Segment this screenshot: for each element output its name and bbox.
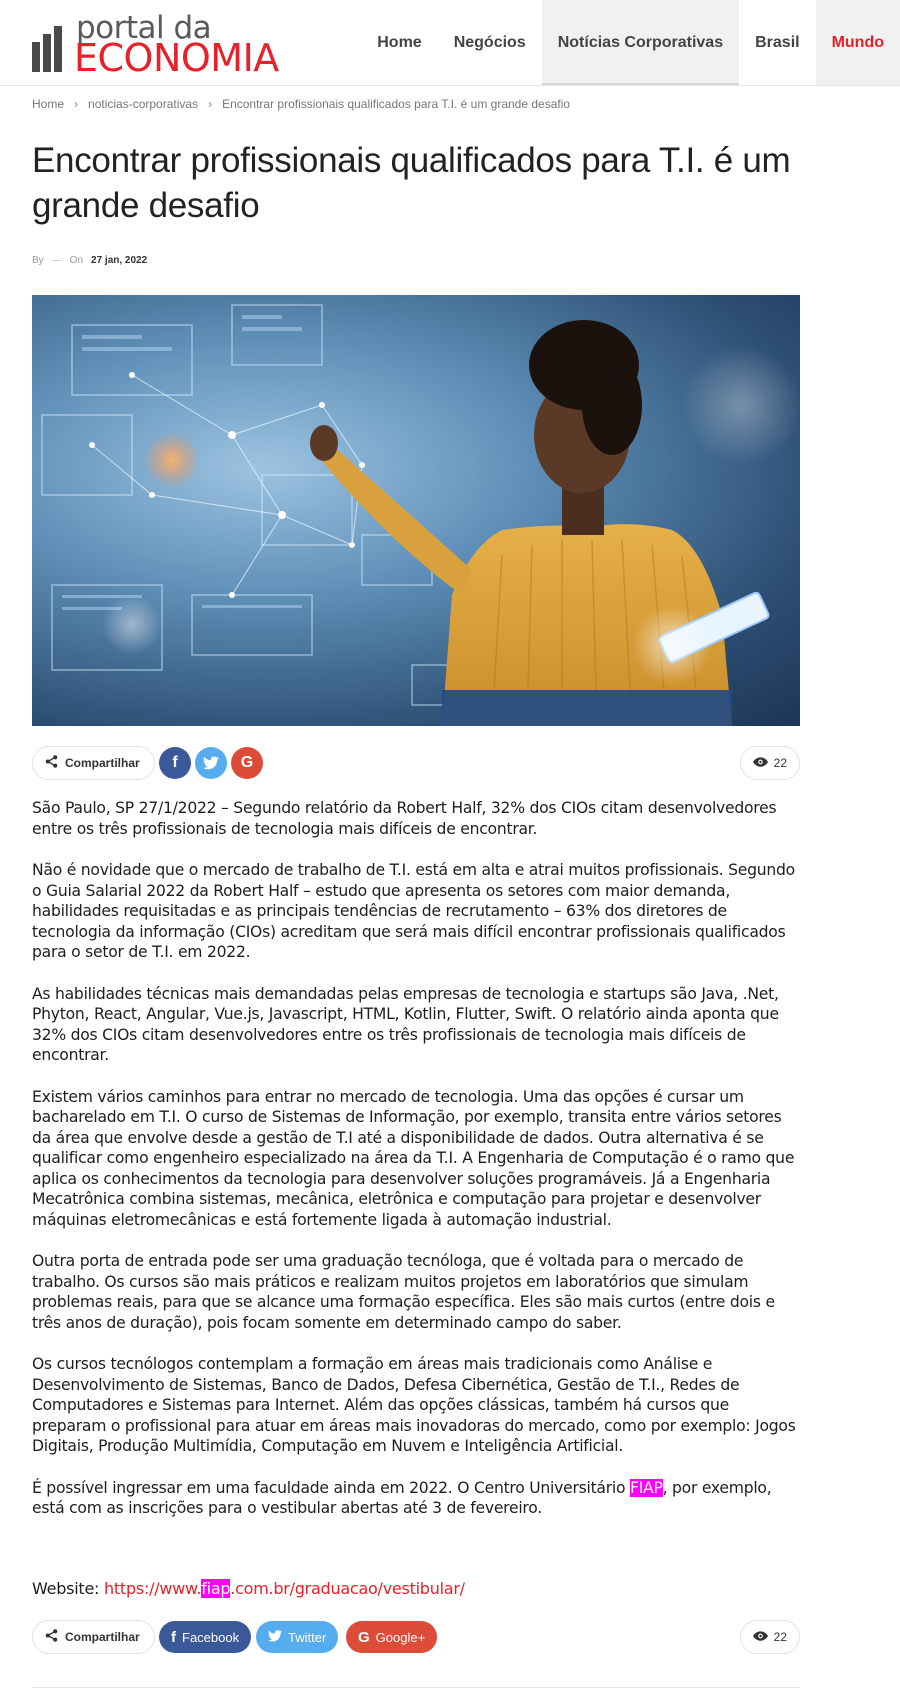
article-paragraph: Os cursos tecnólogos contemplam a formação em áreas mais tradicionais como Análise e Desenvolvimento de Sistemas, Banco de Dados, Defesa Cibernética, Gestão de T.I., Redes de Computadores e Sistemas para Internet. Além das opções clássicas, também há cursos que preparam o profissional para atuar em áreas mais inovadoras do mercado, como por exemplo: Jogos Digitais, Produção Multimídia, Computação em Nuvem e Inteligência Artificial. <box>32 1355 796 1455</box>
share-icon <box>45 1629 58 1645</box>
nav-mundo[interactable]: Mundo <box>816 0 900 85</box>
article-paragraph: As habilidades técnicas mais demandadas pelas empresas de tecnologia e startups são Java, .Net, Phyton, React, Angular, Vue.js, Javascript, HTML, Kotlin, Flutter, Swift. O relatório ainda aponta que 32% dos CIOs citam desenvolvedores entre os três profissionais de tecnologia mais difíceis de encontrar. <box>32 984 779 1064</box>
meta-by-label: By <box>32 255 44 266</box>
facebook-label: Facebook <box>182 1629 240 1645</box>
breadcrumb-home[interactable]: Home <box>32 97 65 111</box>
logo-bars-icon <box>32 26 72 72</box>
website-label: Website: <box>32 1579 105 1598</box>
featured-image <box>32 295 800 726</box>
views-count: 22 <box>773 1630 787 1644</box>
article-paragraph: Existem vários caminhos para entrar no mercado de tecnologia. Uma das opções é cursar um bacharelado em T.I. O curso de Sistemas de Informação, por exemplo, transita entre vários setores da área que envolve desde a gestão de T.I até a disponibilidade de dados. Outra alternativa é se qualificar como engenheiro especializado na área da T.I. A Engenharia de Computação é o ramo que aplica os conhecimentos da tecnologia para desenvolver soluções programáveis. Já a Engenharia Mecatrônica combina sistemas, mecânica, eletrônica e computação para projetar e desenvolver máquinas eletromecânicas e está fortemente ligada à automação industrial. <box>32 1087 795 1229</box>
google-plus-icon: G <box>358 1628 370 1646</box>
google-plus-icon[interactable]: G <box>231 747 263 779</box>
google-plus-share-button[interactable] <box>346 1621 437 1653</box>
article-paragraph: Não é novidade que o mercado de trabalho de T.I. está em alta e atrai muitos profissionais. Segundo o Guia Salarial 2022 da Robert Half – estudo que apresenta os setores com maior demanda, habilidades requisitadas e as principais tendências de recrutamento – 63% dos diretores de tecnologia da informação (CIOs) acreditam que será mais difícil encontrar profissionais qualificados para o setor de T.I. em 2022. <box>32 861 795 961</box>
chevron-right-icon: › <box>208 97 213 111</box>
post-date: 27 jan, 2022 <box>91 255 148 266</box>
article-paragraph-last <box>32 1478 802 1519</box>
chevron-right-icon: › <box>74 97 79 111</box>
main-nav <box>361 0 900 85</box>
nav-brasil[interactable]: Brasil <box>755 33 800 51</box>
breadcrumb-category[interactable]: noticias-corporativas <box>88 97 199 111</box>
twitter-label: Twitter <box>288 1629 327 1645</box>
share-label: Compartilhar <box>65 1630 140 1644</box>
website-link[interactable]: https://www.fiap.com.br/graduacao/vestibular/ <box>104 1579 465 1598</box>
meta-author[interactable]: — <box>51 255 62 266</box>
views-counter <box>740 746 800 780</box>
text-fragment: , por exemplo, está com as inscrições para o vestibular abertas até 3 de fevereiro. <box>32 1478 772 1517</box>
share-button[interactable] <box>32 1620 155 1654</box>
nav-noticias-corporativas[interactable]: Notícias Corporativas <box>542 0 739 85</box>
twitter-icon[interactable] <box>195 747 227 779</box>
nav-home[interactable]: Home <box>377 33 422 51</box>
share-icon <box>45 755 58 771</box>
text-fragment: É possível ingressar em uma faculdade ainda em 2022. O Centro Universitário <box>32 1478 630 1497</box>
twitter-icon <box>268 1630 282 1645</box>
views-counter <box>740 1620 800 1654</box>
eye-icon <box>753 1630 768 1644</box>
post-meta <box>32 255 147 266</box>
divider <box>32 1687 800 1688</box>
highlighted-term: FIAP <box>629 1478 663 1497</box>
meta-on-label: On <box>69 255 84 266</box>
breadcrumb-current: Encontrar profissionais qualificados para T.I. é um grande desafio <box>222 97 571 111</box>
nav-negocios[interactable]: Negócios <box>453 33 526 51</box>
share-button[interactable] <box>32 746 155 780</box>
logo-text-top: portal da <box>76 10 212 46</box>
website-line <box>32 1579 465 1598</box>
highlighted-term: fiap <box>201 1579 231 1598</box>
logo-text-bottom: ECONOMIA <box>74 36 279 80</box>
facebook-share-button[interactable] <box>159 1621 251 1653</box>
facebook-icon: f <box>171 1628 176 1646</box>
twitter-share-button[interactable] <box>256 1621 338 1653</box>
facebook-icon[interactable]: f <box>159 747 191 779</box>
site-header <box>0 0 900 86</box>
views-count: 22 <box>773 756 787 770</box>
site-logo[interactable] <box>32 10 302 80</box>
article-body <box>32 798 802 1540</box>
eye-icon <box>753 756 768 770</box>
google-plus-label: Google+ <box>375 1629 426 1645</box>
share-label: Compartilhar <box>65 756 140 770</box>
breadcrumb <box>32 97 570 111</box>
page-title: Encontrar profissionais qualificados para T.I. é um grande desafio <box>32 141 791 225</box>
share-bar-bottom <box>32 1620 800 1654</box>
article-paragraph: São Paulo, SP 27/1/2022 – Segundo relatório da Robert Half, 32% dos CIOs citam desenvolvedores entre os três profissionais de tecnologia mais difíceis de encontrar. <box>32 799 777 838</box>
share-bar-top <box>32 746 800 780</box>
article-paragraph: Outra porta de entrada pode ser uma graduação tecnóloga, que é voltada para o mercado de trabalho. Os cursos são mais práticos e realizam muitos projetos em laboratórios que simulam problemas reais, para que se alcance uma formação específica. Eles são mais curtos (entre dois e três anos de duração), pois focam somente em determinado campo do saber. <box>32 1252 775 1332</box>
